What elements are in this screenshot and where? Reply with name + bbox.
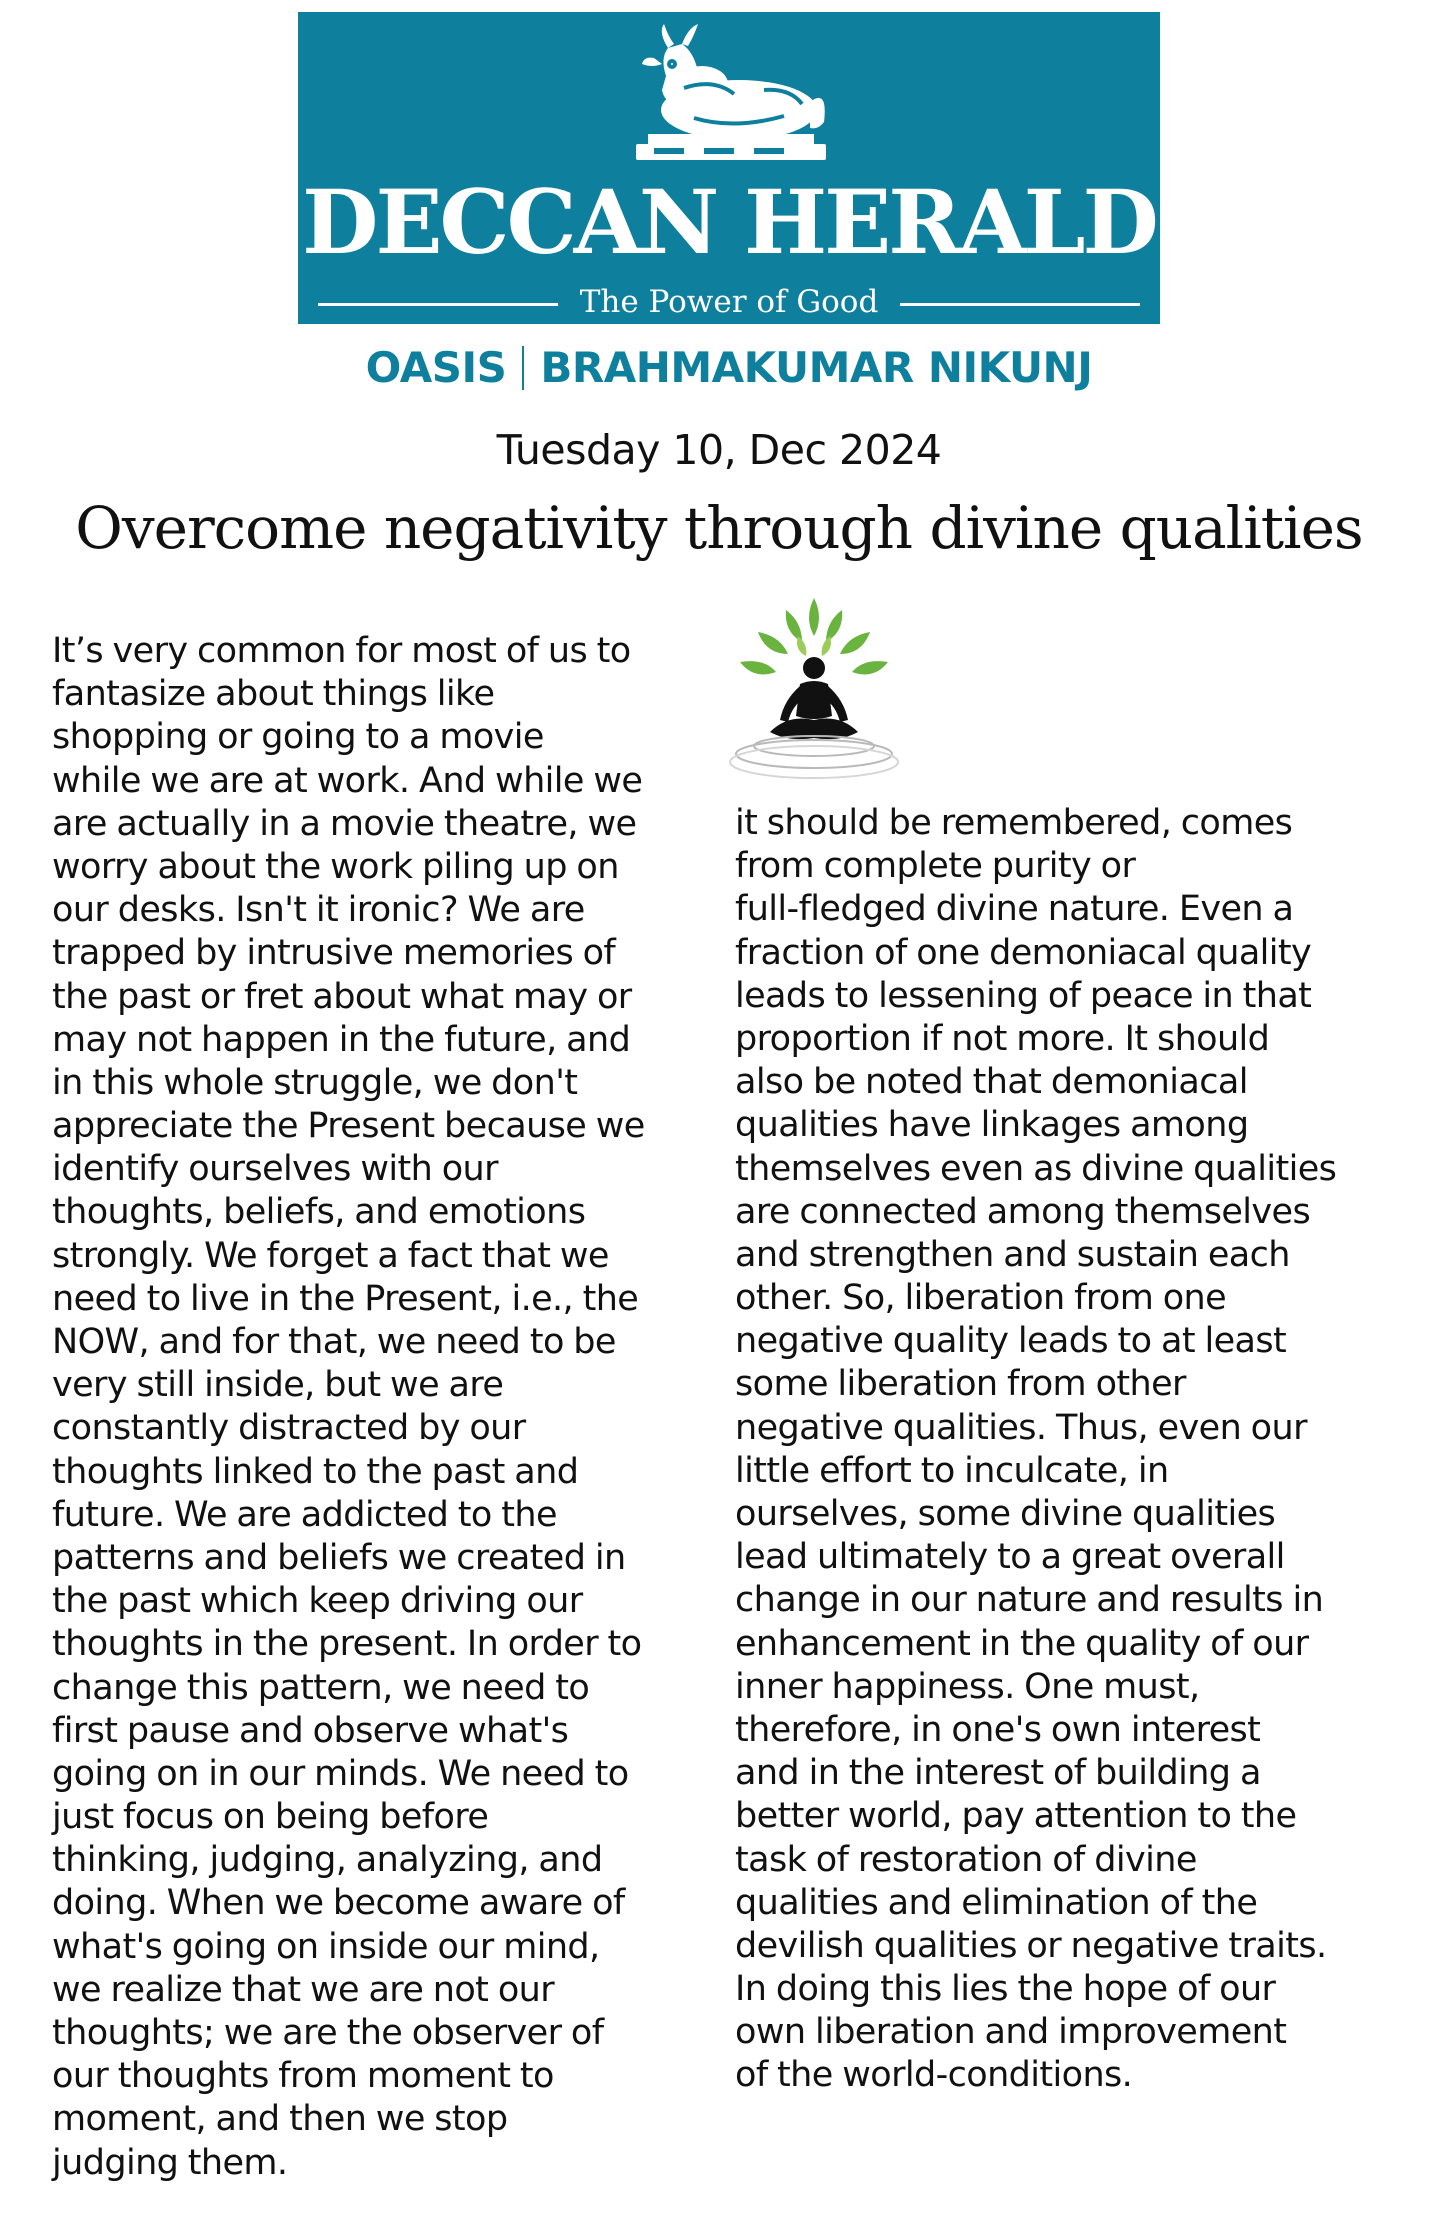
masthead-title: DECCAN HERALD	[302, 170, 1156, 274]
article-line: qualities and elimination of the	[735, 1882, 1258, 1923]
publication-date: Tuesday 10, Dec 2024	[496, 426, 942, 474]
article-line: devilish qualities or negative traits.	[735, 1925, 1327, 1966]
article-line: little effort to inculcate, in	[735, 1450, 1169, 1491]
article-line: some liberation from other	[735, 1364, 1186, 1405]
article-line: thoughts linked to the past and	[52, 1451, 579, 1492]
article-line: NOW, and for that, we need to be	[52, 1322, 616, 1362]
article-line: change in our nature and results in	[735, 1580, 1324, 1621]
article-line: full-fledged divine nature. Even a	[735, 889, 1294, 930]
article-line: it should be remembered, comes	[735, 803, 1293, 843]
article-line: may not happen in the future, and	[52, 1019, 631, 1060]
article-line: task of restoration of divine	[735, 1839, 1197, 1880]
article-line: lead ultimately to a great overall	[735, 1537, 1285, 1578]
article-line: in this whole struggle, we don't	[52, 1062, 578, 1103]
article-line: better world, pay attention to the	[735, 1796, 1297, 1837]
article-line: qualities have linkages among	[735, 1105, 1249, 1146]
article-line: moment, and then we stop	[52, 2099, 508, 2140]
section-divider	[522, 346, 524, 390]
article-line: therefore, in one's own interest	[735, 1709, 1261, 1750]
masthead-tagline-row	[318, 282, 1140, 322]
article-line: and strengthen and sustain each	[735, 1234, 1290, 1275]
article-line: negative qualities. Thus, even our	[735, 1407, 1307, 1448]
article-line: enhancement in the quality of our	[735, 1623, 1309, 1664]
article-line: negative quality leads to at least	[735, 1321, 1287, 1362]
article-line: other. So, liberation from one	[735, 1278, 1227, 1319]
article-line: our thoughts from moment to	[52, 2056, 554, 2097]
article-line: ourselves, some divine qualities	[735, 1494, 1276, 1534]
section-byline	[298, 338, 1160, 398]
article-line: future. We are addicted to the	[52, 1494, 557, 1535]
article-line: change this pattern, we need to	[52, 1667, 590, 1708]
article-line: themselves even as divine qualities	[735, 1148, 1337, 1189]
article-line: constantly distracted by our	[52, 1408, 526, 1449]
article-line: first pause and observe what's	[52, 1710, 569, 1751]
article-line: inner happiness. One must,	[735, 1666, 1200, 1707]
article-line: going on in our minds. We need to	[52, 1753, 629, 1794]
nandi-bull-logo-icon	[614, 18, 844, 168]
article-line: judging them.	[52, 2142, 288, 2183]
masthead-tagline: The Power of Good	[579, 284, 879, 320]
masthead	[298, 12, 1160, 324]
article-line: we realize that we are not our	[52, 1969, 555, 2010]
meditation-figure-icon	[728, 596, 900, 780]
article-line: thoughts, beliefs, and emotions	[52, 1192, 586, 1233]
article-line: the past which keep driving our	[52, 1581, 583, 1622]
article-line: thinking, judging, analyzing, and	[52, 1840, 603, 1881]
article-line: what's going on inside our mind,	[52, 1926, 600, 1967]
article-line: strongly. We forget a fact that we	[52, 1235, 609, 1276]
author-name: BRAHMAKUMAR NIKUNJ	[540, 343, 1093, 392]
article-column-left	[52, 630, 720, 2185]
article-line: our desks. Isn't it ironic? We are	[52, 890, 585, 931]
article-line: own liberation and improvement	[735, 2012, 1287, 2053]
tagline-rule-right	[900, 303, 1140, 306]
article-line: identify ourselves with our	[52, 1149, 498, 1190]
section-name: OASIS	[365, 343, 507, 392]
article-line: and in the interest of building a	[735, 1753, 1261, 1794]
article-line: from complete purity or	[735, 846, 1136, 887]
article-column-right	[735, 802, 1395, 2098]
article-line: while we are at work. And while we	[52, 760, 643, 801]
article-line: shopping or going to a movie	[52, 717, 544, 758]
article-line: doing. When we become aware of	[52, 1883, 625, 1924]
article-line: are actually in a movie theatre, we	[52, 803, 637, 844]
article-line: thoughts; we are the observer of	[52, 2013, 604, 2053]
article-line: It’s very common for most of us to	[52, 631, 631, 671]
article-line: In doing this lies the hope of our	[735, 1969, 1276, 2010]
article-line: trapped by intrusive memories of	[52, 933, 616, 974]
article-line: fraction of one demoniacal quality	[735, 932, 1312, 973]
article-line: are connected among themselves	[735, 1191, 1311, 1232]
article-line: just focus on being before	[52, 1797, 489, 1838]
article-headline: Overcome negativity through divine qualities	[75, 494, 1363, 562]
article-line: leads to lessening of peace in that	[735, 975, 1312, 1016]
article-line: worry about the work piling up on	[52, 846, 619, 887]
article-line: very still inside, but we are	[52, 1365, 504, 1406]
article-line: appreciate the Present because we	[52, 1106, 645, 1147]
article-line: the past or fret about what may or	[52, 976, 632, 1017]
article-line: of the world-conditions.	[735, 2055, 1133, 2096]
article-line: also be noted that demoniacal	[735, 1062, 1248, 1103]
article-line: need to live in the Present, i.e., the	[52, 1278, 639, 1319]
article-line: thoughts in the present. In order to	[52, 1624, 642, 1665]
article-line: patterns and beliefs we created in	[52, 1537, 626, 1578]
article-line: proportion if not more. It should	[735, 1018, 1270, 1059]
article-line: fantasize about things like	[52, 674, 495, 715]
